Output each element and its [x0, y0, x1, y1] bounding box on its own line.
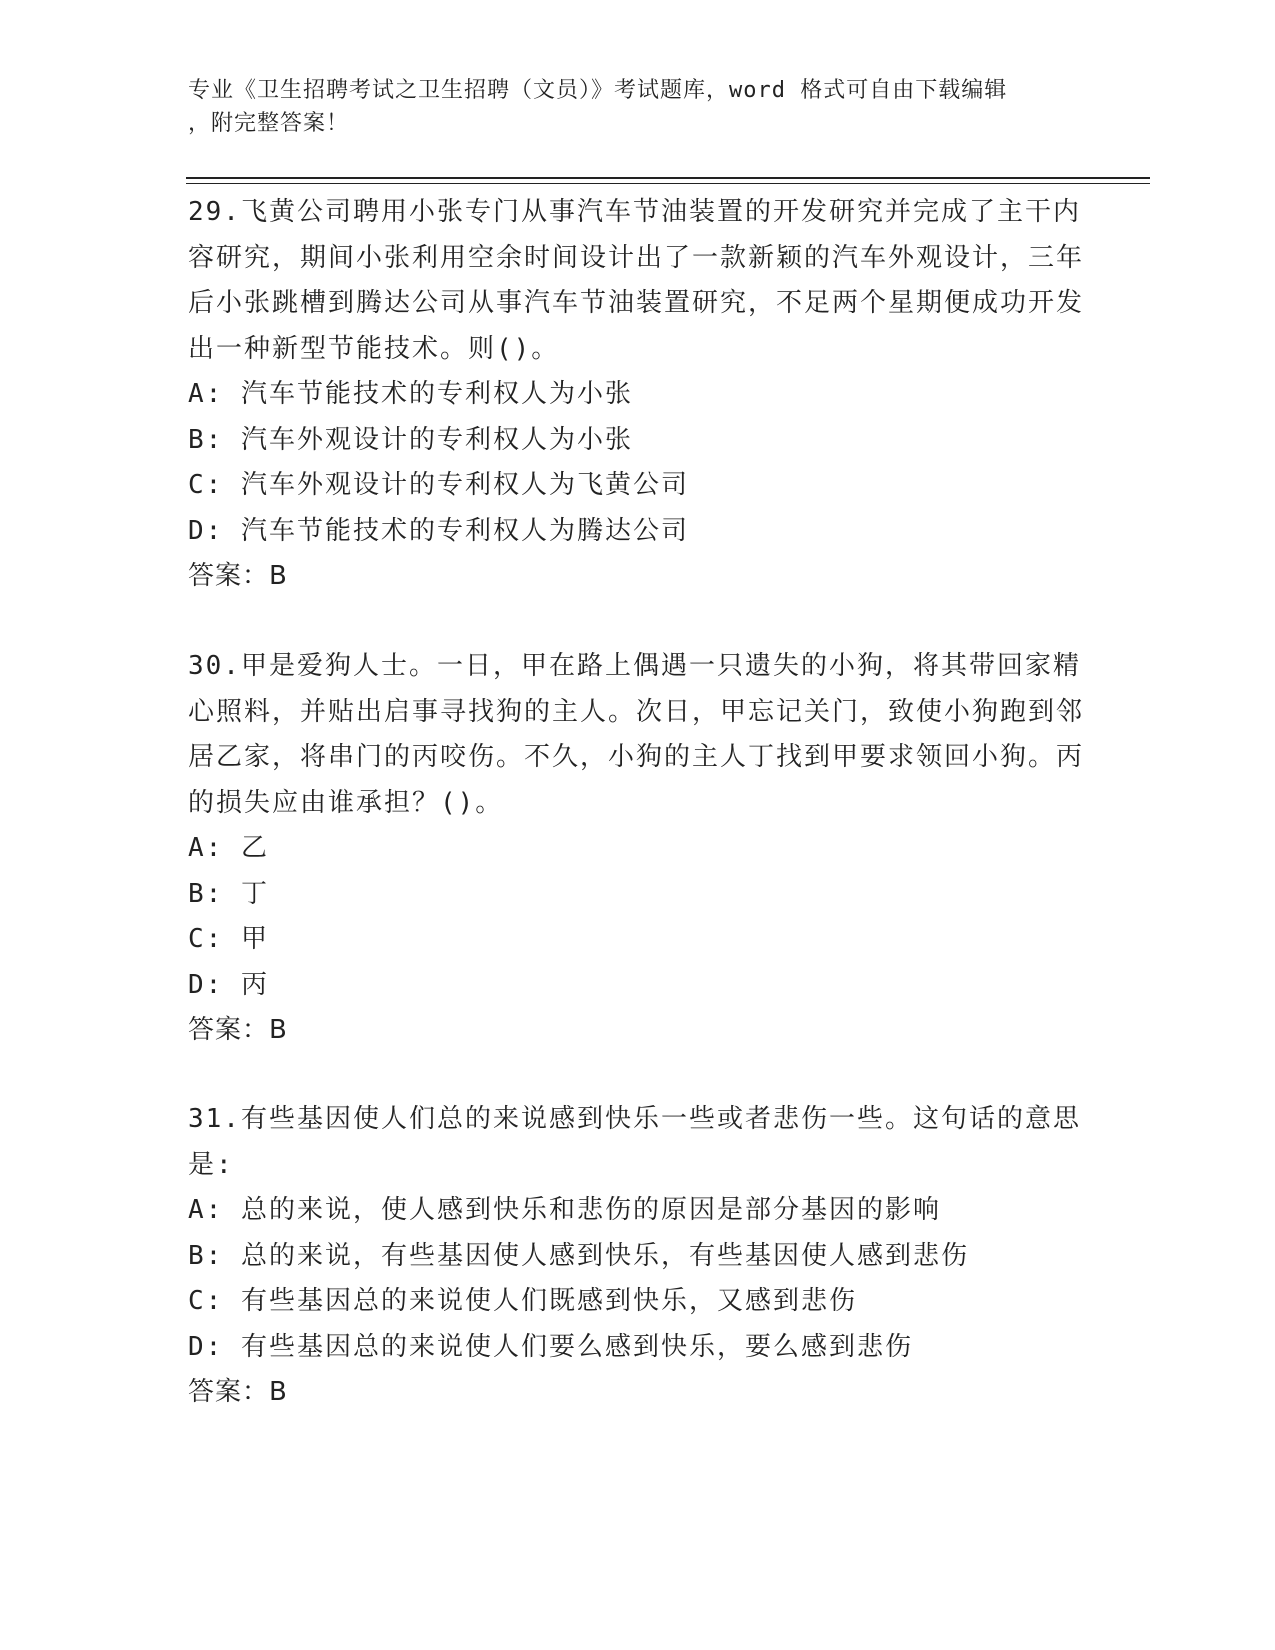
question-text: 30.甲是爱狗人士。一日，甲在路上偶遇一只遗失的小狗，将其带回家精心照料，并贴出启事寻找狗的主人。次日，甲忘记关门，致使小狗跑到邻居乙家，将串门的丙咬伤。不久，小狗的主人丁找到甲要求领回小狗。丙的损失应由谁承担？()。 — [188, 651, 1085, 818]
option-c: C: 甲 — [188, 924, 269, 954]
option-a: A: 总的来说，使人感到快乐和悲伤的原因是部分基因的影响 — [188, 1195, 941, 1225]
option-b: B: 丁 — [188, 878, 269, 909]
option-d: D: 有些基因总的来说使人们要么感到快乐，要么感到悲伤 — [188, 1331, 913, 1362]
option-d: D: 汽车节能技术的专利权人为腾达公司 — [188, 515, 689, 546]
document-header — [188, 74, 1068, 140]
answer-line: 答案：B — [188, 561, 288, 591]
question-29 — [188, 190, 1088, 600]
question-31 — [188, 1097, 1088, 1416]
option-a: A: 汽车节能技术的专利权人为小张 — [188, 379, 633, 409]
header-line-1: 专业《卫生招聘考试之卫生招聘（文员）》考试题库，word 格式可自由下载编辑 — [188, 78, 1008, 103]
header-divider-thick — [186, 177, 1150, 179]
option-d: D: 丙 — [188, 969, 269, 1000]
answer-line: 答案：B — [188, 1377, 288, 1407]
option-c: C: 有些基因总的来说使人们既感到快乐，又感到悲伤 — [188, 1286, 857, 1316]
option-b: B: 汽车外观设计的专利权人为小张 — [188, 424, 633, 455]
question-text: 31.有些基因使人们总的来说感到快乐一些或者悲伤一些。这句话的意思是: — [188, 1104, 1081, 1180]
question-30 — [188, 644, 1088, 1054]
option-b: B: 总的来说，有些基因使人感到快乐，有些基因使人感到悲伤 — [188, 1240, 969, 1271]
question-text: 29.飞黄公司聘用小张专门从事汽车节油装置的开发研究并完成了主干内容研究，期间小张利用空余时间设计出了一款新颖的汽车外观设计，三年后小张跳槽到腾达公司从事汽车节油装置研究，不足两个星期便成功开发出一种新型节能技术。则()。 — [188, 197, 1085, 364]
header-divider-thin — [186, 183, 1150, 184]
option-a: A: 乙 — [188, 833, 269, 863]
answer-line: 答案：B — [188, 1015, 288, 1045]
option-c: C: 汽车外观设计的专利权人为飞黄公司 — [188, 470, 689, 500]
header-line-2: ，附完整答案！ — [188, 111, 350, 136]
